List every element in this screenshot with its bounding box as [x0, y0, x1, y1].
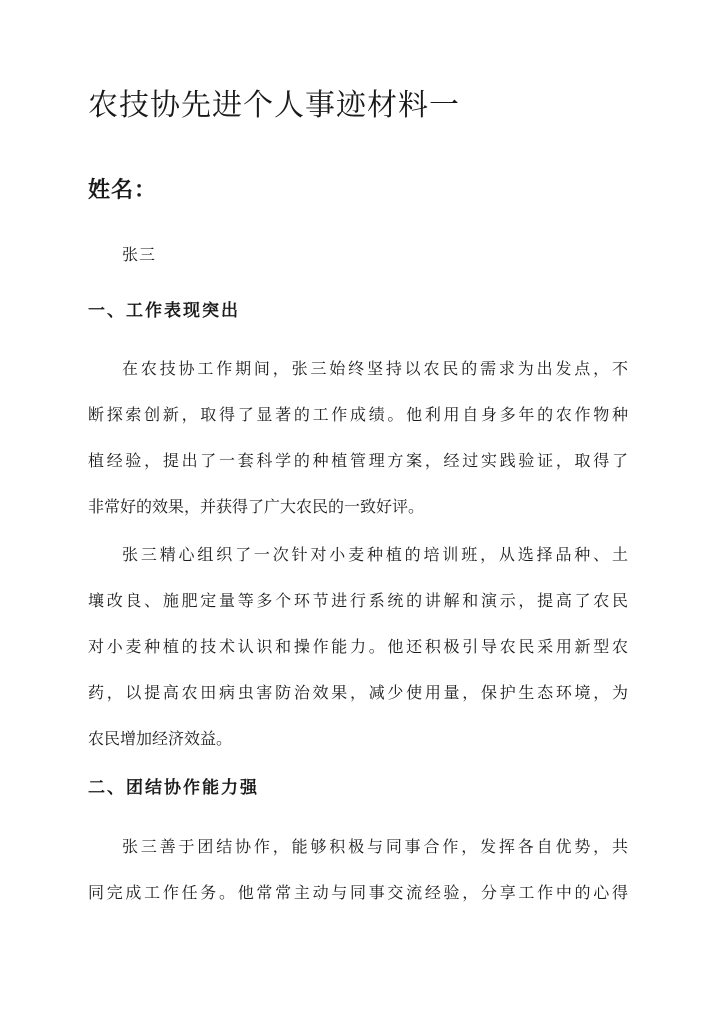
paragraph-performance-2 [88, 532, 628, 762]
paragraph-teamwork-1 [88, 824, 628, 916]
paragraph-line: 在农技协工作期间，张三始终坚持以农民的需求为出发点，不 [122, 359, 628, 378]
paragraph-line: 断探索创新，取得了显著的工作成绩。他利用自身多年的农作物种 [88, 405, 628, 424]
section-heading-teamwork: 二、团结协作能力强 [88, 778, 259, 798]
paragraph-line: 农民增加经济效益。 [88, 729, 233, 748]
name-label: 姓名： [88, 177, 158, 203]
paragraph-performance-1 [88, 346, 628, 530]
section-heading-performance: 一、工作表现突出 [88, 301, 240, 321]
paragraph-line: 张三精心组织了一次针对小麦种植的培训班，从选择品种、土 [122, 545, 628, 564]
name-value: 张三 [122, 245, 157, 264]
paragraph-line: 张三善于团结协作，能够积极与同事合作，发挥各自优势，共 [122, 837, 628, 856]
paragraph-line: 非常好的效果，并获得了广大农民的一致好评。 [88, 497, 425, 516]
paragraph-line: 同完成工作任务。他常常主动与同事交流经验，分享工作中的心得 [88, 883, 628, 902]
document-title: 农技协先进个人事迹材料一 [88, 88, 460, 123]
paragraph-line: 植经验，提出了一套科学的种植管理方案，经过实践验证，取得了 [88, 451, 628, 470]
paragraph-line: 壤改良、施肥定量等多个环节进行系统的讲解和演示，提高了农民 [88, 591, 628, 610]
paragraph-line: 药，以提高农田病虫害防治效果，减少使用量，保护生态环境，为 [88, 683, 628, 702]
paragraph-line: 对小麦种植的技术认识和操作能力。他还积极引导农民采用新型农 [88, 637, 628, 656]
